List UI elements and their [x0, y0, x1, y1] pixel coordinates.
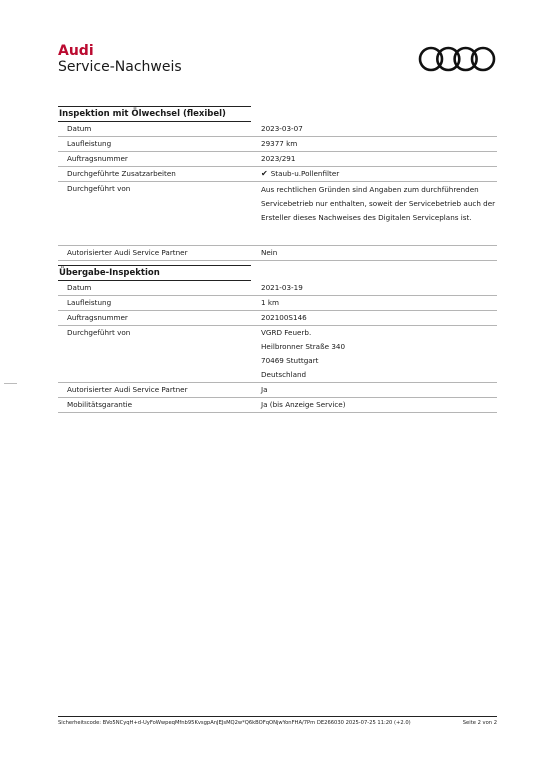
document-title: Service-Nachweis [58, 59, 182, 75]
row-value: Nein [261, 248, 278, 257]
section-uebergabe [58, 265, 497, 413]
footer [58, 719, 497, 727]
table-row [58, 182, 497, 246]
check-icon: ✔ [261, 169, 268, 178]
table-row [58, 383, 497, 398]
brand-name: Audi [58, 43, 94, 59]
row-value: Ja [261, 385, 268, 394]
table-row [58, 281, 497, 296]
table-row [58, 246, 497, 261]
row-label: Datum [67, 283, 92, 292]
row-label: Datum [67, 124, 92, 133]
row-label: Autorisierter Audi Service Partner [67, 248, 188, 257]
section-title: Übergabe-Inspektion [58, 265, 251, 281]
row-value: 2023-03-07 [261, 124, 303, 133]
margin-tick [4, 383, 17, 384]
row-value [252, 182, 497, 245]
row-label: Durchgeführte Zusatzarbeiten [67, 169, 176, 178]
value-line: Ersteller dieses Nachweises des Digitalen Serviceplans ist. [261, 213, 472, 222]
page-number: Seite 2 von 2 [462, 720, 497, 726]
security-code: Sicherheitscode: BVo5NCyqH+d-UyFoWwpeqMfnb95KvsgpAnJEJsMQ2w*Q6kBOFqONjwYonFHA/7Pm DE266030 2025-07-25 11:20 (+2.0) [58, 720, 411, 726]
value-line: Heilbronner Straße 340 [261, 342, 346, 351]
footer-divider [58, 716, 497, 717]
additional-work-text: Staub-u.Pollenfilter [270, 169, 340, 178]
row-label: Mobilitätsgarantie [67, 400, 133, 409]
row-value: 202100S146 [261, 313, 307, 322]
value-line: Servicebetrieb nur enthalten, soweit der Servicebetrieb auch der [261, 199, 496, 208]
table-row [58, 152, 497, 167]
table-row [58, 398, 497, 413]
value-line: Aus rechtlichen Gründen sind Angaben zum durchführenden [261, 185, 479, 194]
row-value: 2023/291 [261, 154, 296, 163]
row-label: Laufleistung [67, 139, 112, 148]
table-row [58, 296, 497, 311]
row-label: Autorisierter Audi Service Partner [67, 385, 188, 394]
row-value [252, 326, 497, 382]
table-row [58, 311, 497, 326]
table-row [58, 122, 497, 137]
row-value: 29377 km [261, 139, 298, 148]
table-row [58, 167, 497, 182]
row-value: Ja (bis Anzeige Service) [261, 400, 346, 409]
row-value [252, 167, 497, 181]
row-value: 1 km [261, 298, 280, 307]
value-line: 70469 Stuttgart [261, 356, 319, 365]
row-value: 2021-03-19 [261, 283, 303, 292]
row-label: Durchgeführt von [67, 184, 131, 193]
table-row [58, 137, 497, 152]
row-label: Auftragsnummer [67, 154, 128, 163]
audi-rings-logo [418, 46, 496, 72]
section-title: Inspektion mit Ölwechsel (flexibel) [58, 106, 251, 122]
value-line: Deutschland [261, 370, 307, 379]
section-inspektion [58, 106, 497, 261]
row-label: Durchgeführt von [67, 328, 131, 337]
value-line [261, 225, 497, 239]
value-line: VGRD Feuerb. [261, 328, 312, 337]
row-label: Laufleistung [67, 298, 112, 307]
table-row [58, 326, 497, 383]
row-label: Auftragsnummer [67, 313, 128, 322]
